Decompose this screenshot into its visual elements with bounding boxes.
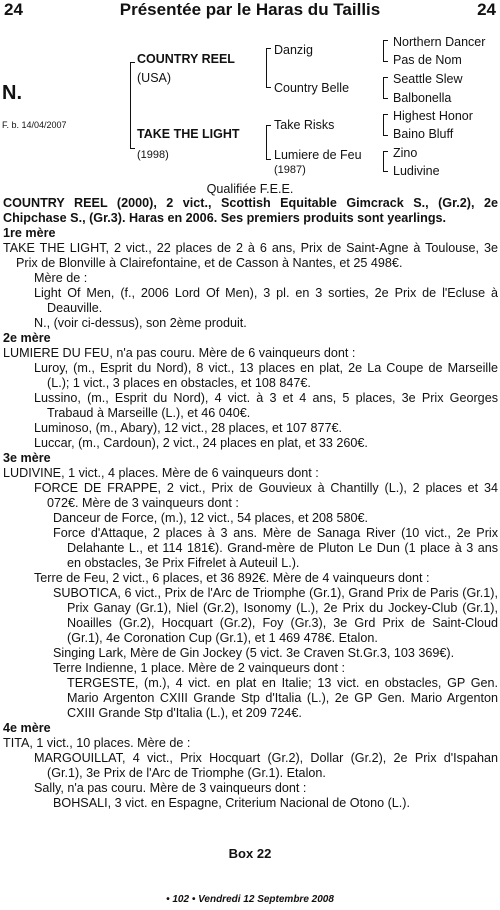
progeny-entry: Luccar, (m., Cardoun), 2 vict., 24 places en plat, et 33 260€. (34, 436, 368, 450)
progeny-entry: Lussino, (m., Esprit du Nord), 4 vict. à 3 et 4 ans, 5 places, 3e Prix Georges Trabaud à Marseille (L.), et 46 040€. (34, 391, 498, 420)
pedigree-bracket (383, 114, 388, 136)
pedigree-dsd: Baino Bluff (393, 127, 454, 141)
pedigree-ssd: Pas de Nom (393, 53, 462, 67)
pedigree-sds: Seattle Slew (393, 72, 463, 86)
section-heading: 2e mère (3, 331, 51, 345)
progeny-entry: Luminoso, (m., Abary), 12 vict., 28 places, et 107 877€. (34, 421, 343, 435)
page-footer: • 102 • Vendredi 12 Septembre 2008 (166, 894, 334, 905)
pedigree-sss: Northern Dancer (393, 35, 486, 49)
progeny-entry: BOHSALI, 3 vict. en Espagne, Criterium Nacional de Otono (L.). (53, 796, 410, 810)
pedigree-dss: Highest Honor (393, 109, 473, 123)
dam-record: TAKE THE LIGHT, 2 vict., 22 places de 2 à 6 ans, Prix de Saint-Agne à Toulouse, 3e Prix de Blonville à Clairefontaine, et de Casson à Nantes, et 25 498€. (3, 241, 498, 270)
pedigree-dam: TAKE THE LIGHT (137, 127, 240, 141)
progeny-entry: MARGOUILLAT, 4 vict., Prix Hocquart (Gr.2), Dollar (Gr.2), 2e Prix d'Ispahan (Gr.1), 3e Prix de l'Arc de Triomphe (Gr.1). Etalon. (34, 751, 498, 780)
progeny-entry: TERGESTE, (m.), 4 vict. en plat en Italie; 13 vict. en obstacles, GP Gen. Mario Argenton CXIII Grande Stp d'Italia (L.), 2e GP Gen. Mario Argenton CXIII Grande Stp d'Italia (L.), et 209 724€. (67, 676, 498, 720)
progeny-entry: SUBOTICA, 6 vict., Prix de l'Arc de Triomphe (Gr.1), Grand Prix de Paris (Gr.1), Prix Ganay (Gr.1), Niel (Gr.2), Isonomy (L.), 2e Prix du Jockey-Club (Gr.1), Noailles (Gr.2), Hocquart (Gr.2), Foy (Gr.3), 3e Grd Prix de Saint-Cloud (Gr.1), 4e Coronation Cup (Gr.1), et 1 469 478€. Etalon. (53, 586, 498, 645)
page-number-left: 24 (4, 0, 23, 19)
page-title: Présentée par le Haras du Taillis (119, 0, 381, 19)
pedigree-sdd: Balbonella (393, 91, 452, 105)
dam-record: LUMIERE DU FEU, n'a pas couru. Mère de 6 vainqueurs dont : (3, 346, 356, 360)
progeny-entry: Singing Lark, Mère de Gin Jockey (5 vict. 3e Craven St.Gr.3, 103 369€). (53, 646, 455, 660)
pedigree-bracket (130, 62, 135, 149)
pedigree-bracket (383, 151, 388, 172)
progeny-entry: Terre de Feu, 2 vict., 6 places, et 36 892€. Mère de 4 vainqueurs dont : (34, 571, 430, 585)
progeny-entry: Luroy, (m., Esprit du Nord), 8 vict., 13 places en plat, 2e La Coupe de Marseille (L.); 1 vict., 3 places en obstacles, et 108 847€. (34, 361, 498, 390)
pedigree-dam-year: (1998) (137, 149, 169, 161)
pedigree-bracket (383, 77, 388, 99)
page-number-right: 24 (477, 0, 496, 19)
pedigree-dam-dam: Lumiere de Feu (274, 148, 362, 162)
section-heading: 1re mère (3, 226, 56, 240)
dam-record: LUDIVINE, 1 vict., 4 places. Mère de 6 vainqueurs dont : (3, 466, 319, 480)
progeny-entry: Light Of Men, (f., 2006 Lord Of Men), 3 pl. en 3 sorties, 2e Prix de l'Ecluse à Deauville. (34, 286, 498, 315)
progeny-entry: Force d'Attaque, 2 places à 3 ans. Mère de Sanaga River (10 vict., 2e Prix Delahante L., et 114 181€). Grand-mère de Pluton Le Dun (1 place à 3 ans en obstacles, 3e Prix Fifrelet à Auteuil L.). (53, 526, 498, 570)
pedigree-notes (3, 196, 498, 811)
pedigree-bracket (266, 48, 271, 88)
pedigree-sire-dam: Country Belle (274, 81, 350, 95)
dam-record: TITA, 1 vict., 10 places. Mère de : (3, 736, 191, 750)
pedigree-bracket (266, 125, 271, 160)
dam-progeny-label: Mère de : (34, 271, 88, 285)
pedigree-bracket (383, 40, 388, 62)
horse-name: N. (2, 82, 22, 104)
pedigree-dds: Zino (393, 146, 418, 160)
horse-info: F. b. 14/04/2007 (2, 120, 67, 130)
section-heading: 4e mère (3, 721, 51, 735)
pedigree-sire-sire: Danzig (274, 43, 313, 57)
section-heading: 3e mère (3, 451, 51, 465)
box-number: Box 22 (228, 846, 272, 861)
pedigree-sire: COUNTRY REEL (137, 52, 235, 66)
sire-description: COUNTRY REEL (2000), 2 vict., Scottish Equitable Gimcrack S., (Gr.2), 2e Chipchase S., (Gr.3). Haras en 2006. Ses premiers produits sont yearlings. (3, 196, 498, 225)
pedigree-ddd: Ludivine (393, 164, 440, 178)
pedigree-dam-sire: Take Risks (274, 118, 335, 132)
progeny-entry: FORCE DE FRAPPE, 2 vict., Prix de Gouvieux à Chantilly (L.), 2 places et 34 072€. Mère de 3 vainqueurs dont : (34, 481, 498, 510)
progeny-entry: Terre Indienne, 1 place. Mère de 2 vainqueurs dont : (53, 661, 345, 675)
progeny-entry: Danceur de Force, (m.), 12 vict., 54 places, et 208 580€. (53, 511, 369, 525)
pedigree-sire-origin: (USA) (137, 71, 172, 85)
progeny-entry: N., (voir ci-dessus), son 2ème produit. (34, 316, 247, 330)
pedigree-dam-dam-year: (1987) (274, 164, 306, 176)
qualification: Qualifiée F.E.E. (206, 182, 294, 196)
progeny-entry: Sally, n'a pas couru. Mère de 3 vainqueurs dont : (34, 781, 307, 795)
